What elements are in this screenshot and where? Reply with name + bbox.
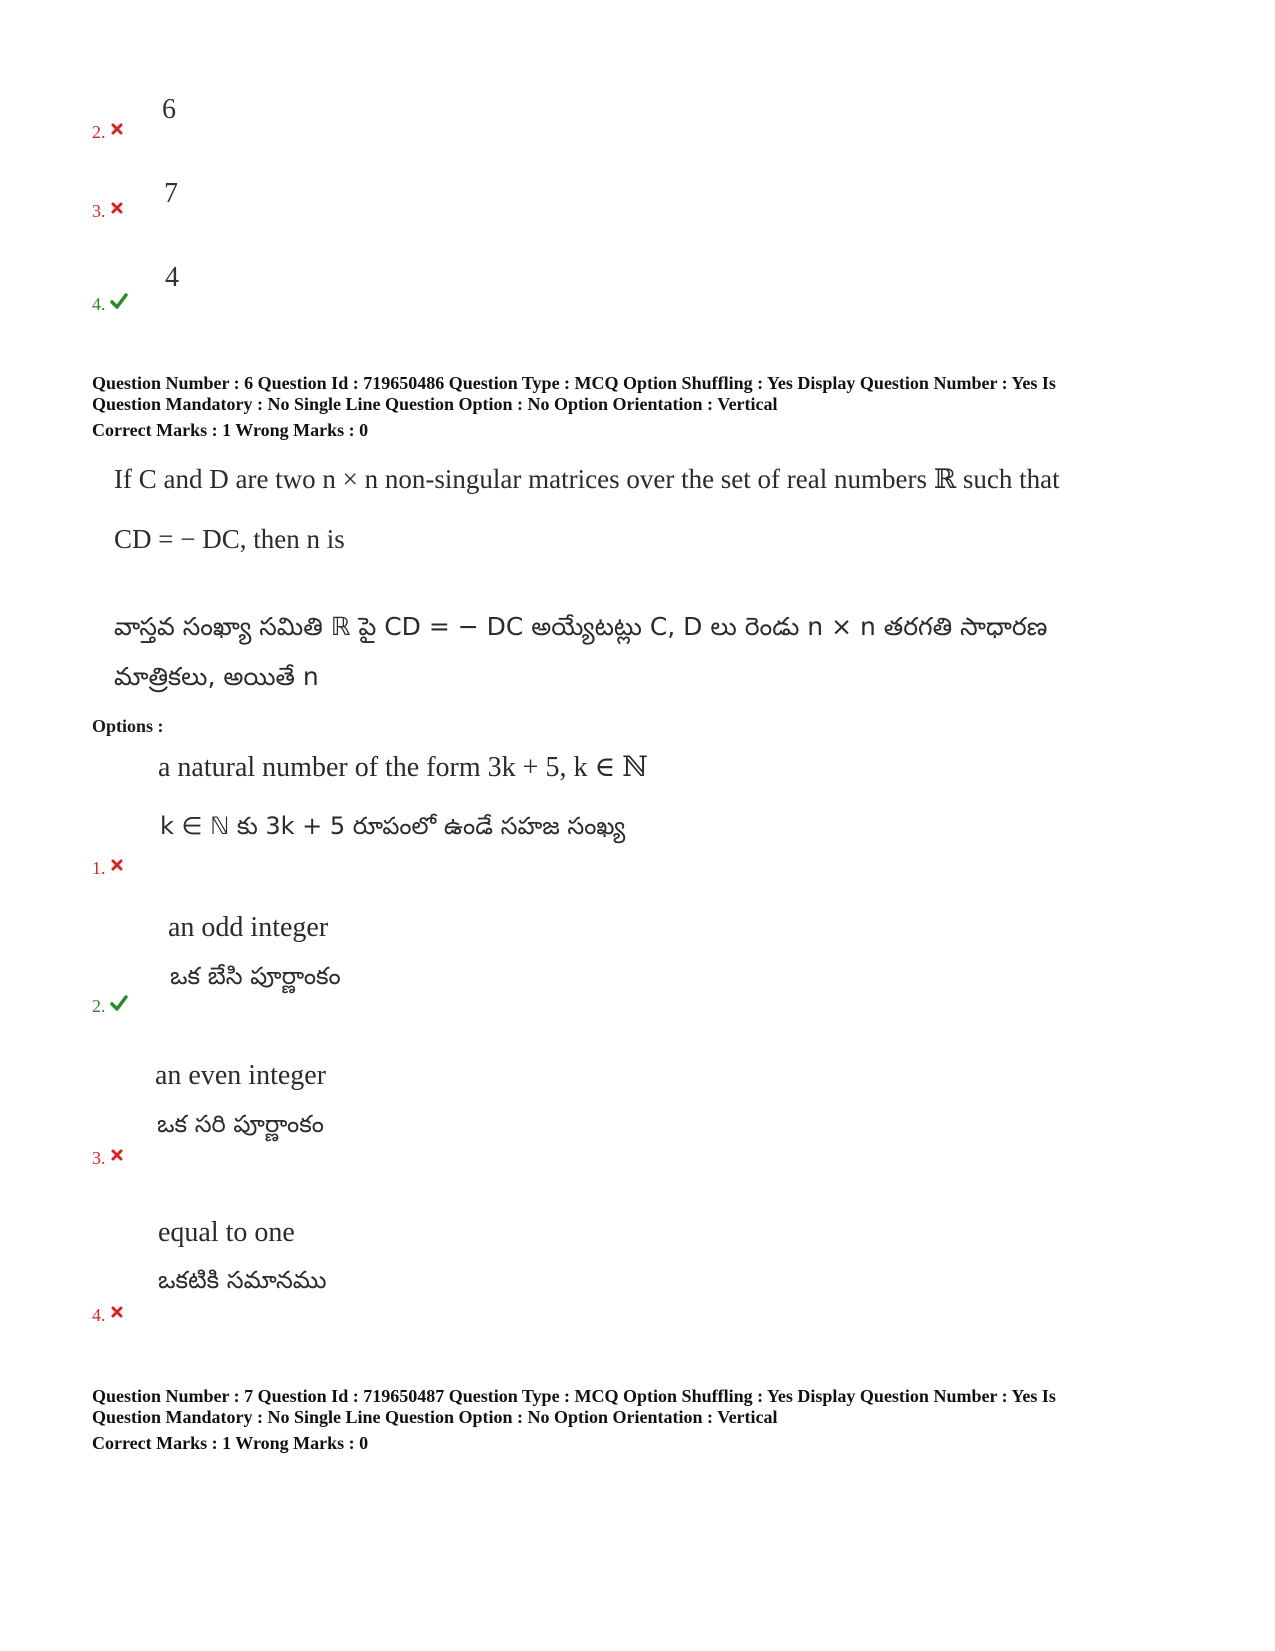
q6-option-4-text: equal to one: [158, 1217, 295, 1248]
q7-meta-line2: Question Mandatory : No Single Line Question Option : No Option Orientation : Vertical: [92, 1407, 778, 1427]
q6-telugu-line2: మాత్రికలు, అయితే n: [114, 662, 319, 691]
q6-option-4-number: 4.: [92, 1305, 106, 1325]
prev-option-2-number: 2.: [92, 122, 106, 142]
q6-option-3-marker: [92, 1148, 124, 1168]
q6-option-3-number: 3.: [92, 1148, 106, 1168]
q6-text-line1: If C and D are two n × n non-singular matrices over the set of real numbers ℝ such that: [114, 464, 1060, 494]
q6-option-3-text: an even integer: [155, 1060, 327, 1091]
checkmark-icon: [110, 293, 128, 309]
q7-meta-line1: Question Number : 7 Question Id : 719650487 Question Type : MCQ Option Shuffling : Yes Display Question Number : Yes Is: [92, 1386, 1056, 1406]
prev-option-4-value: 4: [165, 262, 179, 293]
q6-option-1-telugu: k ∈ ℕ కు 3k + 5 రూపంలో ఉండే సహజ సంఖ్య: [160, 812, 626, 840]
prev-option-3-value: 7: [164, 178, 178, 209]
q6-telugu-line1: వాస్తవ సంఖ్యా సమితి ℝ పై CD = − DC అయ్యేటట్లు C, D లు రెండు n × n తరగతి సాధారణ: [114, 612, 1048, 641]
q6-option-1-marker: [92, 858, 124, 878]
prev-option-2-marker: [92, 122, 124, 142]
q6-option-2-number: 2.: [92, 996, 106, 1016]
q6-option-2-telugu: ఒక బేసి పూర్ణాంకం: [170, 962, 341, 990]
options-label: Options :: [92, 716, 164, 736]
cross-icon: [110, 1305, 124, 1319]
prev-option-3-number: 3.: [92, 201, 106, 221]
q6-option-4-telugu: ఒకటికి సమానము: [158, 1266, 327, 1294]
q6-text-line2: CD = − DC, then n is: [114, 524, 345, 554]
q6-marks: Correct Marks : 1 Wrong Marks : 0: [92, 420, 369, 440]
cross-icon: [110, 122, 124, 136]
q6-option-3-telugu: ఒక సరి పూర్ణాంకం: [157, 1110, 324, 1138]
q6-meta-line1: Question Number : 6 Question Id : 719650486 Question Type : MCQ Option Shuffling : Yes Display Question Number : Yes Is: [92, 373, 1056, 393]
q6-option-1-text: a natural number of the form 3k + 5, k ∈ ℕ: [158, 752, 648, 783]
q6-option-2-marker: [92, 995, 128, 1016]
q6-meta-line2: Question Mandatory : No Single Line Question Option : No Option Orientation : Vertical: [92, 394, 778, 414]
checkmark-icon: [110, 995, 128, 1011]
prev-option-4-marker: [92, 293, 128, 314]
cross-icon: [110, 201, 124, 215]
prev-option-4-number: 4.: [92, 294, 106, 314]
prev-option-3-marker: [92, 201, 124, 221]
cross-icon: [110, 858, 124, 872]
prev-option-2-value: 6: [162, 94, 176, 125]
q6-option-4-marker: [92, 1305, 124, 1325]
q6-option-2-text: an odd integer: [168, 912, 329, 943]
q6-option-1-number: 1.: [92, 858, 106, 878]
cross-icon: [110, 1148, 124, 1162]
q7-marks: Correct Marks : 1 Wrong Marks : 0: [92, 1433, 369, 1453]
